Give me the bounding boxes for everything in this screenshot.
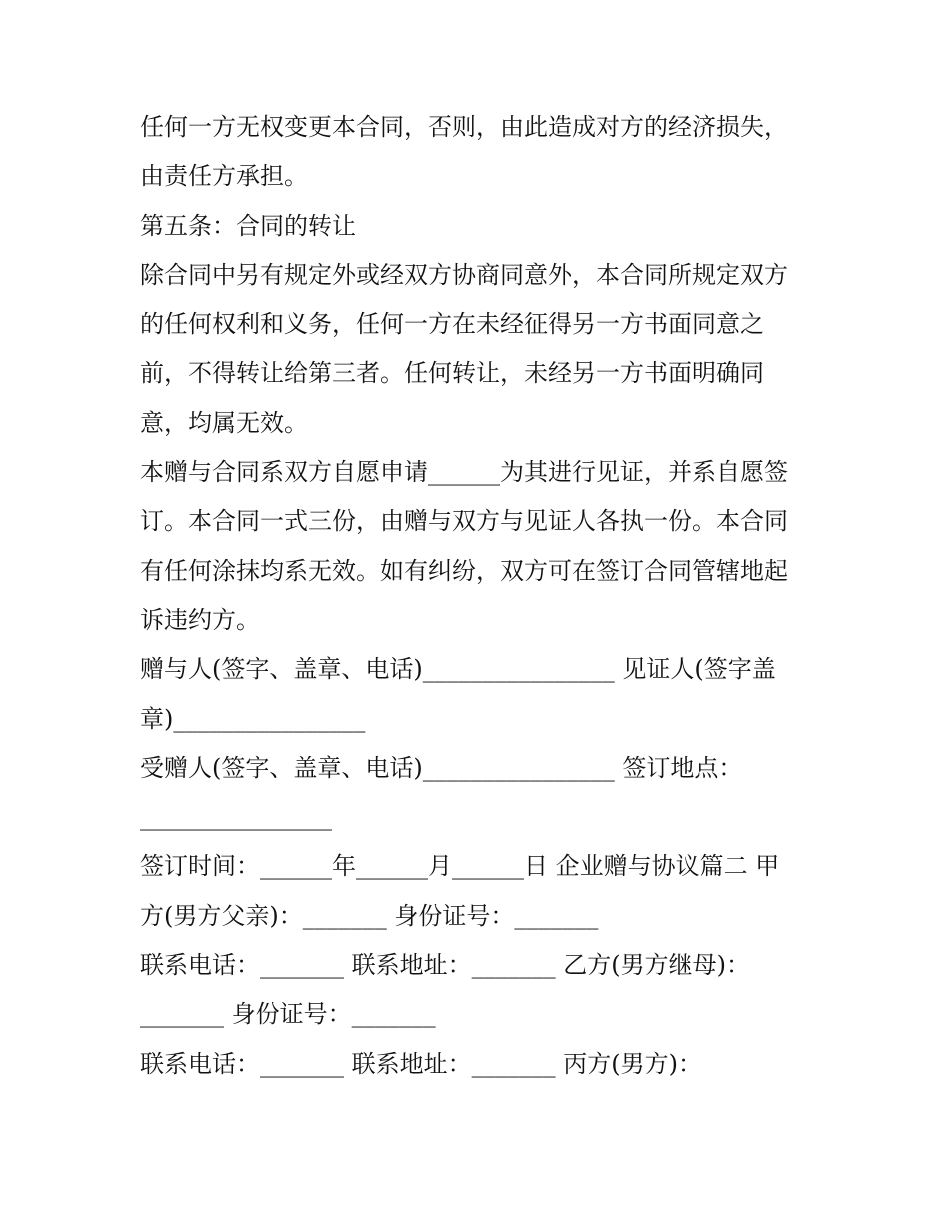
text-line: 前，不得转让给第三者。任何转让，未经另一方书面明确同	[140, 359, 764, 388]
party-a-line: 方(男方父亲)：_______ 身份证号：_______	[140, 901, 599, 930]
text-line: 由责任方承担。	[140, 162, 308, 191]
signature-line-witness: 章)________________	[140, 704, 366, 733]
section-heading: 第五条：合同的转让	[140, 211, 356, 240]
party-b-id-line: _______ 身份证号：_______	[140, 1000, 436, 1029]
signature-line-donor: 赠与人(签字、盖章、电话)________________ 见证人(签字盖	[140, 655, 776, 684]
text-line: 除合同中另有规定外或经双方协商同意外，本合同所规定双方	[140, 260, 788, 289]
text-line: 订。本合同一式三份，由赠与双方与见证人各执一份。本合同	[140, 507, 788, 536]
signature-line-donee: 受赠人(签字、盖章、电话)________________ 签订地点：	[140, 753, 743, 782]
signing-place-blank: ________________	[140, 803, 332, 832]
document-body	[140, 103, 820, 1089]
text-line: 意，均属无效。	[140, 408, 308, 437]
party-contact-line: 联系电话：_______ 联系地址：_______ 丙方(男方)：	[140, 1049, 702, 1078]
signing-date-line: 签订时间：______年______月______日 企业赠与协议篇二 甲	[140, 852, 780, 881]
text-line: 的任何权利和义务，任何一方在未经征得另一方书面同意之	[140, 310, 764, 339]
text-line: 本赠与合同系双方自愿申请______为其进行见证，并系自愿签	[140, 458, 788, 487]
party-contact-line: 联系电话：_______ 联系地址：_______ 乙方(男方继母)：	[140, 951, 750, 980]
text-line: 诉违约方。	[140, 605, 260, 634]
text-line: 有任何涂抹均系无效。如有纠纷，双方可在签订合同管辖地起	[140, 556, 788, 585]
text-line: 任何一方无权变更本合同，否则，由此造成对方的经济损失，	[140, 113, 788, 141]
